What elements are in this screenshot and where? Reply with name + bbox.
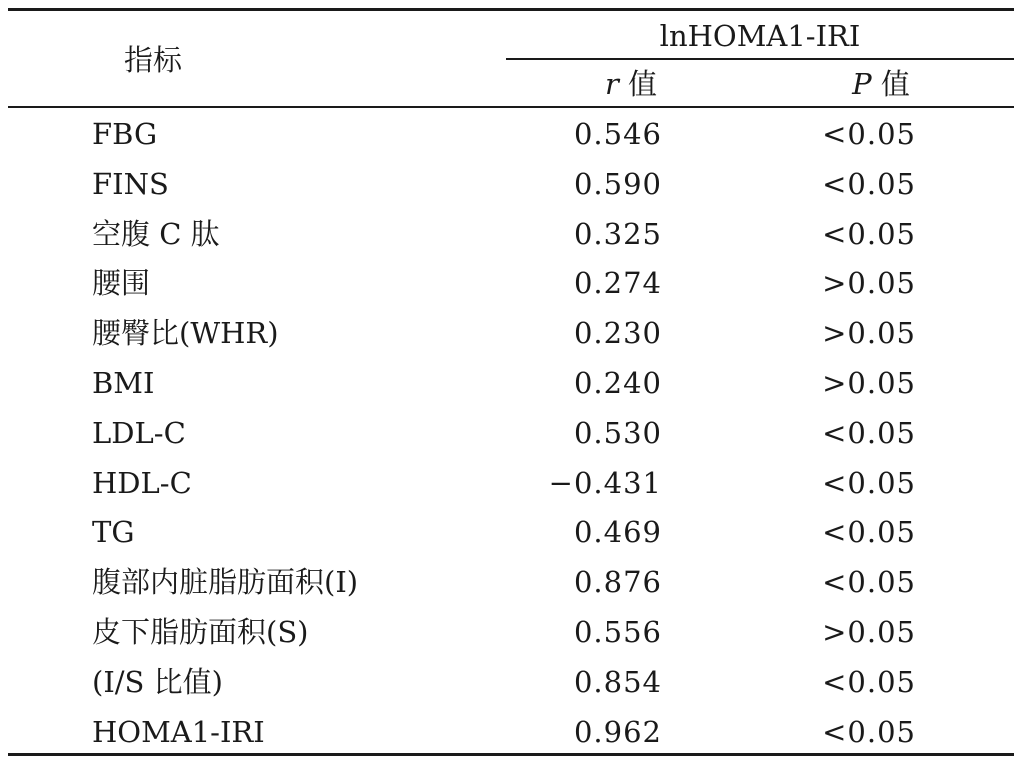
row-p-value: <0.05 <box>822 515 916 550</box>
row-r-value: −0.431 <box>548 465 662 500</box>
row-indicator: FBG <box>92 117 158 151</box>
row-p-value: <0.05 <box>822 565 916 600</box>
table-row <box>8 459 1014 509</box>
row-r-value: 0.274 <box>573 266 662 301</box>
row-indicator: TG <box>92 515 135 550</box>
header-r-suffix: 值 <box>618 67 658 101</box>
header-p-symbol: P <box>852 67 872 101</box>
row-p-value: >0.05 <box>822 316 916 351</box>
row-r-value: 0.469 <box>573 515 662 550</box>
header-group: lnHOMA1-IRI <box>659 19 861 53</box>
row-indicator: FINS <box>92 166 169 201</box>
group-rule <box>506 58 1014 60</box>
row-r-value: 0.530 <box>573 415 662 450</box>
row-indicator: 皮下脂肪面积(S) <box>92 615 309 649</box>
row-r-value: 0.556 <box>573 615 662 649</box>
row-indicator: BMI <box>92 366 155 400</box>
row-r-value: 0.854 <box>573 664 662 699</box>
row-r-value: 0.546 <box>573 117 662 151</box>
header-r-value <box>506 64 756 104</box>
table-row <box>8 608 1014 658</box>
row-p-value: <0.05 <box>822 664 916 699</box>
table-row <box>8 658 1014 708</box>
row-p-value: <0.05 <box>822 166 916 201</box>
row-indicator: 腰臀比(WHR) <box>92 316 279 351</box>
row-r-value: 0.876 <box>573 565 662 600</box>
table-row <box>8 409 1014 459</box>
row-p-value: <0.05 <box>822 216 916 251</box>
row-indicator: 空腹 C 肽 <box>92 216 220 251</box>
row-r-value: 0.230 <box>573 316 662 351</box>
row-p-value: >0.05 <box>822 366 916 400</box>
header-p-value <box>756 64 1006 104</box>
row-r-value: 0.590 <box>573 166 662 201</box>
table-row <box>8 359 1014 409</box>
row-r-value: 0.240 <box>573 366 662 400</box>
row-indicator: (I/S 比值) <box>92 664 223 699</box>
table-row <box>8 110 1014 160</box>
table-row <box>8 259 1014 309</box>
row-p-value: <0.05 <box>822 117 916 151</box>
header-r-symbol: r <box>604 67 619 101</box>
table-row <box>8 508 1014 558</box>
row-indicator: 腰围 <box>92 266 151 301</box>
row-p-value: <0.05 <box>822 465 916 500</box>
row-p-value: <0.05 <box>822 415 916 450</box>
top-rule <box>8 8 1014 11</box>
header-p-suffix: 值 <box>871 67 910 101</box>
table-row <box>8 160 1014 210</box>
row-indicator: LDL-C <box>92 415 186 450</box>
row-r-value: 0.962 <box>573 714 662 749</box>
row-p-value: <0.05 <box>822 714 916 749</box>
table-row <box>8 309 1014 359</box>
row-indicator: HDL-C <box>92 465 192 500</box>
row-indicator: HOMA1-IRI <box>92 714 265 749</box>
table-row <box>8 558 1014 608</box>
table-row <box>8 210 1014 260</box>
header-rule <box>8 106 1014 108</box>
header-index: 指标 <box>124 43 183 77</box>
row-p-value: >0.05 <box>822 615 916 649</box>
row-p-value: >0.05 <box>822 266 916 301</box>
table-row <box>8 708 1014 758</box>
row-r-value: 0.325 <box>573 216 662 251</box>
row-indicator: 腹部内脏脂肪面积(I) <box>92 565 359 600</box>
